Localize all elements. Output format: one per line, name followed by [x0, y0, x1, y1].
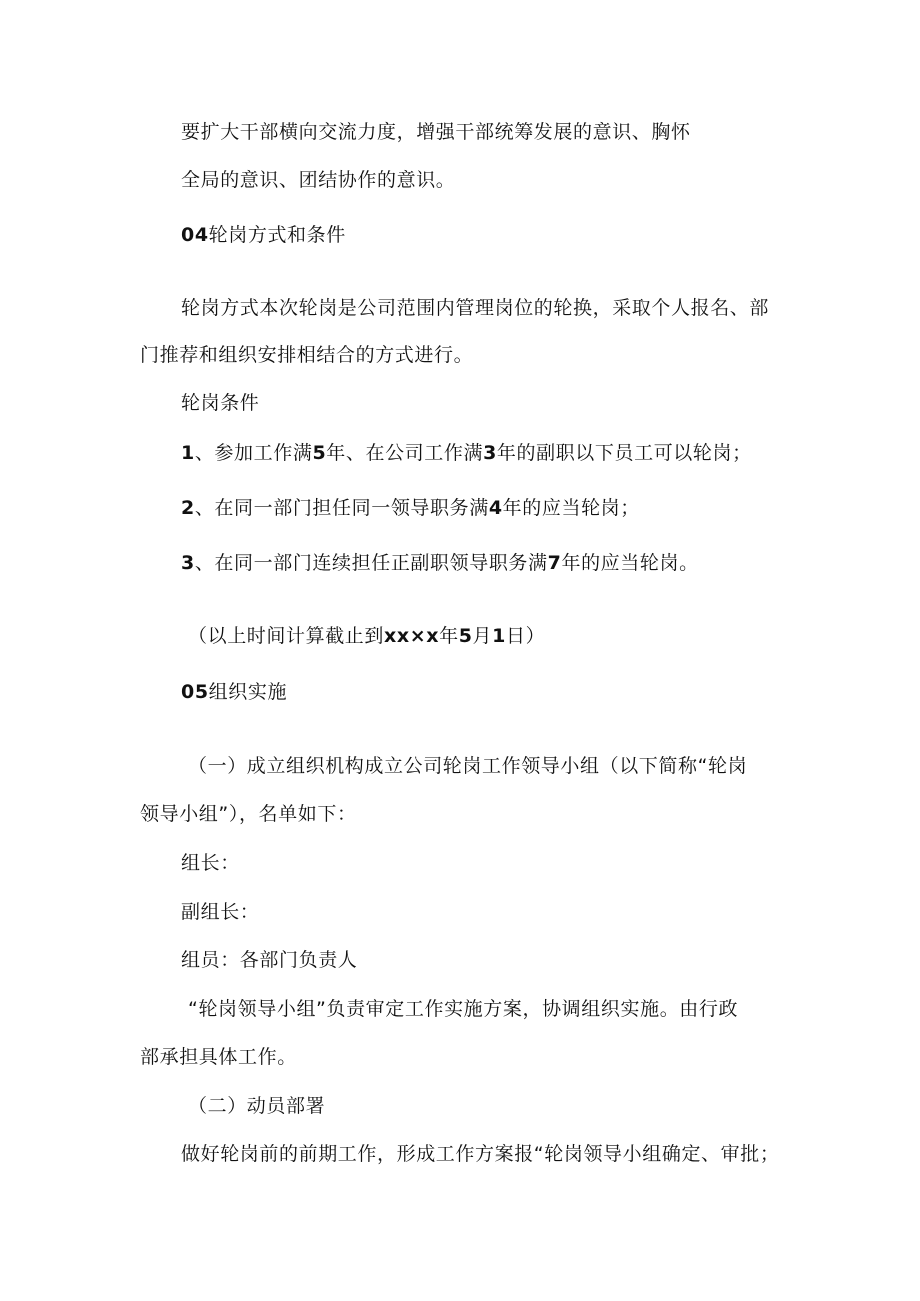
- condition-years: 7: [547, 552, 562, 574]
- paragraph-line: 轮岗方式本次轮岗是公司范围内管理岗位的轮换，采取个人报名、部: [181, 297, 770, 319]
- time-note: [188, 623, 545, 649]
- subsection-title: （二）动员部署: [188, 1095, 326, 1117]
- paragraph-line: （一）成立组织机构成立公司轮岗工作领导小组（以下简称“轮岗: [188, 755, 748, 777]
- condition-text: 年、在公司工作满: [326, 442, 484, 464]
- condition-text: 、在同一部门担任同一领导职务满: [194, 497, 489, 519]
- paragraph-line: 要扩大干部横向交流力度，增强干部统筹发展的意识、胸怀: [181, 121, 691, 143]
- note-month: 5: [458, 625, 473, 647]
- condition-years: 3: [483, 442, 497, 464]
- item-number: 3: [181, 552, 195, 574]
- section-number: 05: [181, 681, 209, 703]
- condition-item-1: [181, 440, 752, 466]
- condition-text: 年的应当轮岗。: [561, 552, 699, 574]
- note-text: 月: [472, 625, 493, 647]
- condition-item-2: [181, 495, 640, 521]
- condition-years: 5: [312, 442, 327, 464]
- paragraph-line: 全局的意识、团结协作的意识。: [181, 169, 456, 191]
- condition-text: 年的副职以下员工可以轮岗；: [496, 442, 752, 464]
- members-line: 组员：各部门负责人: [181, 949, 358, 971]
- conditions-title: 轮岗条件: [181, 392, 260, 414]
- section-heading-05: [181, 679, 287, 705]
- condition-text: 年的应当轮岗；: [502, 497, 640, 519]
- note-text: 年: [439, 625, 459, 647]
- condition-years: 4: [488, 497, 503, 519]
- note-text: （以上时间计算截止到: [188, 625, 385, 647]
- paragraph-line: 门推荐和组织安排相结合的方式进行。: [140, 344, 474, 366]
- paragraph-line: 做好轮岗前的前期工作，形成工作方案报“轮岗领导小组确定、审批；: [181, 1143, 780, 1165]
- item-number: 2: [181, 497, 195, 519]
- note-year: xx×x: [384, 625, 440, 647]
- section-title: 轮岗方式和条件: [208, 224, 346, 246]
- condition-item-3: [181, 550, 699, 576]
- note-day: 1: [492, 625, 506, 647]
- paragraph-line: 部承担具体工作。: [140, 1046, 297, 1068]
- paragraph-line: “轮岗领导小组”负责审定工作实施方案，协调组织实施。由行政: [188, 998, 739, 1020]
- condition-text: 、参加工作满: [194, 442, 313, 464]
- section-title: 组织实施: [208, 681, 288, 703]
- paragraph-line: 领导小组”），名单如下：: [140, 803, 357, 825]
- item-number: 1: [181, 442, 195, 464]
- condition-text: 、在同一部门连续担任正副职领导职务满: [194, 552, 548, 574]
- leader-line: 组长：: [181, 852, 240, 874]
- vice-leader-line: 副组长：: [181, 901, 260, 923]
- section-number: 04: [181, 224, 209, 246]
- note-text: 日）: [505, 625, 546, 647]
- section-heading-04: [181, 222, 346, 248]
